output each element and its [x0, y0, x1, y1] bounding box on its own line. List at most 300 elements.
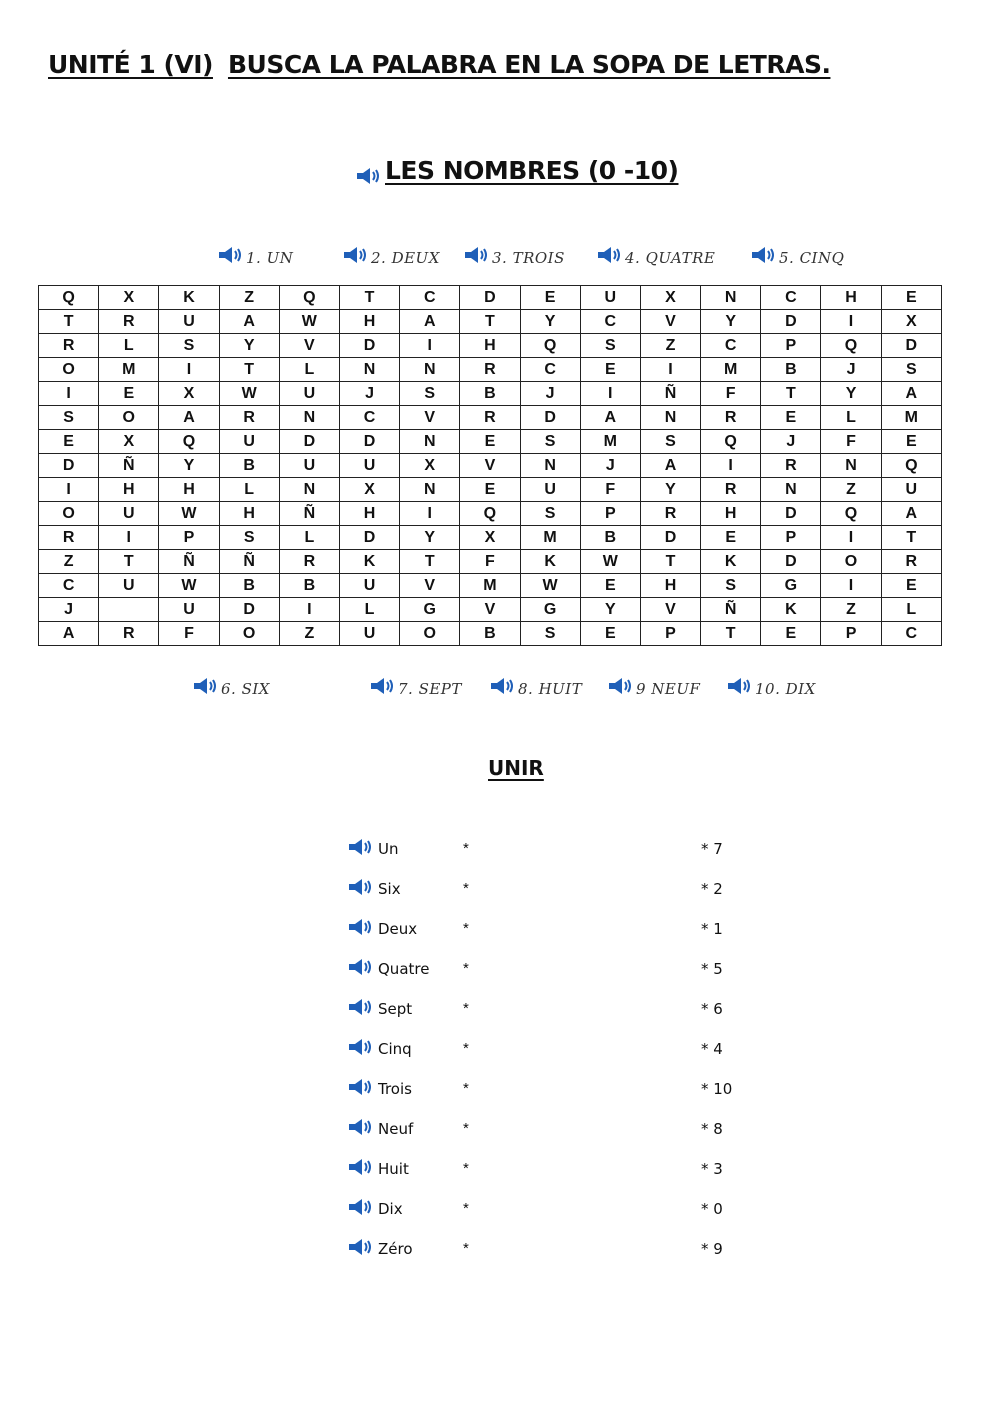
grid-cell[interactable]: R	[279, 550, 339, 574]
grid-cell[interactable]: P	[821, 622, 881, 646]
match-word-label: Sept	[378, 1000, 413, 1018]
grid-cell[interactable]: R	[460, 406, 520, 430]
grid-cell[interactable]: A	[881, 502, 941, 526]
grid-cell[interactable]: X	[99, 430, 159, 454]
grid-cell[interactable]: I	[159, 358, 219, 382]
grid-cell[interactable]: C	[881, 622, 941, 646]
speaker-icon[interactable]	[490, 677, 516, 695]
grid-cell[interactable]: U	[339, 622, 399, 646]
grid-cell[interactable]: Y	[580, 598, 640, 622]
grid-cell[interactable]: H	[159, 478, 219, 502]
grid-cell[interactable]: U	[339, 454, 399, 478]
grid-cell[interactable]: R	[881, 550, 941, 574]
grid-cell[interactable]: D	[761, 550, 821, 574]
grid-cell[interactable]: E	[460, 430, 520, 454]
grid-cell[interactable]: W	[279, 310, 339, 334]
match-word[interactable]	[348, 1156, 409, 1178]
audio-word-2[interactable]	[343, 243, 440, 267]
grid-row	[39, 358, 942, 382]
match-word[interactable]	[348, 1076, 412, 1098]
speaker-icon[interactable]	[348, 918, 374, 936]
grid-cell[interactable]: Q	[821, 334, 881, 358]
speaker-icon[interactable]	[608, 677, 634, 695]
grid-cell[interactable]: I	[279, 598, 339, 622]
grid-cell[interactable]: J	[39, 598, 99, 622]
grid-cell[interactable]: X	[400, 454, 460, 478]
grid-cell[interactable]	[99, 598, 159, 622]
grid-cell[interactable]: P	[761, 526, 821, 550]
grid-cell[interactable]: N	[640, 406, 700, 430]
grid-cell[interactable]: E	[761, 622, 821, 646]
grid-cell[interactable]: F	[701, 382, 761, 406]
grid-cell[interactable]: N	[520, 454, 580, 478]
grid-cell[interactable]: B	[580, 526, 640, 550]
grid-cell[interactable]: F	[580, 478, 640, 502]
match-left-dot[interactable]: *	[463, 840, 469, 857]
grid-cell[interactable]: I	[39, 478, 99, 502]
grid-cell[interactable]: I	[39, 382, 99, 406]
grid-cell[interactable]: N	[279, 478, 339, 502]
grid-cell[interactable]: P	[640, 622, 700, 646]
grid-cell[interactable]: N	[400, 430, 460, 454]
audio-word-5[interactable]	[751, 243, 844, 267]
grid-cell[interactable]: X	[339, 478, 399, 502]
match-word[interactable]	[348, 916, 417, 938]
grid-cell[interactable]: R	[640, 502, 700, 526]
grid-cell[interactable]: H	[99, 478, 159, 502]
grid-cell[interactable]: X	[460, 526, 520, 550]
grid-cell[interactable]: I	[99, 526, 159, 550]
match-word[interactable]	[348, 876, 401, 898]
grid-cell[interactable]: Ñ	[279, 502, 339, 526]
grid-cell[interactable]: M	[520, 526, 580, 550]
grid-cell[interactable]: K	[761, 598, 821, 622]
grid-cell[interactable]: Ñ	[640, 382, 700, 406]
match-word[interactable]	[348, 836, 399, 858]
grid-cell[interactable]: K	[701, 550, 761, 574]
match-row	[348, 916, 768, 940]
grid-cell[interactable]: G	[761, 574, 821, 598]
grid-cell[interactable]: A	[580, 406, 640, 430]
speaker-icon[interactable]	[348, 1078, 374, 1096]
grid-cell[interactable]: J	[761, 430, 821, 454]
grid-cell[interactable]: L	[99, 334, 159, 358]
audio-word-10[interactable]	[727, 674, 816, 698]
grid-cell[interactable]: Y	[159, 454, 219, 478]
match-left-dot[interactable]: *	[463, 1160, 469, 1177]
grid-cell[interactable]: C	[39, 574, 99, 598]
grid-cell[interactable]: A	[159, 406, 219, 430]
grid-cell[interactable]: R	[761, 454, 821, 478]
grid-cell[interactable]: Z	[39, 550, 99, 574]
grid-cell[interactable]: A	[39, 622, 99, 646]
grid-cell[interactable]: M	[701, 358, 761, 382]
grid-cell[interactable]: H	[701, 502, 761, 526]
speaker-icon[interactable]	[348, 1198, 374, 1216]
match-left-dot[interactable]: *	[463, 1200, 469, 1217]
match-row	[348, 1076, 768, 1100]
speaker-icon[interactable]	[751, 246, 777, 264]
audio-word-6[interactable]	[193, 674, 270, 698]
grid-cell[interactable]: U	[279, 454, 339, 478]
grid-cell[interactable]: W	[159, 574, 219, 598]
grid-cell[interactable]: J	[580, 454, 640, 478]
match-word[interactable]	[348, 1036, 412, 1058]
speaker-icon[interactable]	[348, 1238, 374, 1256]
grid-cell[interactable]: N	[761, 478, 821, 502]
grid-cell[interactable]: S	[219, 526, 279, 550]
speaker-icon[interactable]	[218, 246, 244, 264]
match-word[interactable]	[348, 956, 429, 978]
grid-cell[interactable]: I	[821, 310, 881, 334]
grid-cell[interactable]: Ñ	[701, 598, 761, 622]
grid-cell[interactable]: E	[580, 574, 640, 598]
grid-cell[interactable]: U	[99, 574, 159, 598]
grid-cell[interactable]: Ñ	[99, 454, 159, 478]
match-left-dot[interactable]: *	[463, 1080, 469, 1097]
grid-cell[interactable]: B	[460, 382, 520, 406]
grid-cell[interactable]: Z	[821, 598, 881, 622]
grid-cell[interactable]: Q	[520, 334, 580, 358]
audio-word-7[interactable]	[370, 674, 462, 698]
grid-cell[interactable]: E	[701, 526, 761, 550]
grid-cell[interactable]: A	[881, 382, 941, 406]
grid-cell[interactable]: R	[460, 358, 520, 382]
match-left-dot[interactable]: *	[463, 1040, 469, 1057]
grid-cell[interactable]: Q	[821, 502, 881, 526]
grid-cell[interactable]: H	[219, 502, 279, 526]
grid-cell[interactable]: C	[400, 286, 460, 310]
grid-cell[interactable]: D	[219, 598, 279, 622]
grid-cell[interactable]: T	[219, 358, 279, 382]
grid-cell[interactable]: N	[279, 406, 339, 430]
grid-cell[interactable]: L	[339, 598, 399, 622]
grid-cell[interactable]: P	[159, 526, 219, 550]
grid-cell[interactable]: Ñ	[159, 550, 219, 574]
grid-cell[interactable]: I	[580, 382, 640, 406]
grid-cell[interactable]: U	[159, 310, 219, 334]
grid-cell[interactable]: E	[580, 622, 640, 646]
grid-cell[interactable]: L	[821, 406, 881, 430]
audio-word-8[interactable]	[490, 674, 582, 698]
grid-cell[interactable]: V	[460, 454, 520, 478]
grid-cell[interactable]: Q	[701, 430, 761, 454]
grid-cell[interactable]: W	[159, 502, 219, 526]
grid-cell[interactable]: G	[520, 598, 580, 622]
audio-word-label: 6. SIX	[221, 680, 270, 698]
grid-cell[interactable]: Y	[520, 310, 580, 334]
grid-cell[interactable]: Y	[400, 526, 460, 550]
grid-cell[interactable]: S	[520, 430, 580, 454]
grid-cell[interactable]: A	[219, 310, 279, 334]
grid-cell[interactable]: C	[761, 286, 821, 310]
grid-cell[interactable]: Y	[701, 310, 761, 334]
speaker-icon[interactable]	[348, 838, 374, 856]
grid-cell[interactable]: Q	[279, 286, 339, 310]
grid-cell[interactable]: A	[400, 310, 460, 334]
grid-cell[interactable]: B	[219, 454, 279, 478]
speaker-icon[interactable]	[464, 246, 490, 264]
grid-cell[interactable]: J	[339, 382, 399, 406]
grid-cell[interactable]: Z	[219, 286, 279, 310]
grid-cell[interactable]: V	[400, 406, 460, 430]
match-word[interactable]	[348, 1116, 413, 1138]
grid-cell[interactable]: K	[339, 550, 399, 574]
grid-cell[interactable]: Y	[640, 478, 700, 502]
grid-cell[interactable]: P	[580, 502, 640, 526]
speaker-icon[interactable]	[343, 246, 369, 264]
grid-cell[interactable]: F	[159, 622, 219, 646]
grid-cell[interactable]: I	[821, 574, 881, 598]
grid-cell[interactable]: O	[400, 622, 460, 646]
grid-cell[interactable]: T	[761, 382, 821, 406]
speaker-icon[interactable]	[348, 878, 374, 896]
match-number[interactable]: * 0	[701, 1200, 723, 1218]
grid-cell[interactable]: W	[520, 574, 580, 598]
match-word[interactable]	[348, 996, 412, 1018]
audio-word-4[interactable]	[597, 243, 715, 267]
audio-word-3[interactable]	[464, 243, 565, 267]
grid-cell[interactable]: R	[219, 406, 279, 430]
grid-cell[interactable]: S	[159, 334, 219, 358]
grid-cell[interactable]: N	[339, 358, 399, 382]
grid-cell[interactable]: D	[520, 406, 580, 430]
grid-cell[interactable]: Y	[219, 334, 279, 358]
grid-cell[interactable]: L	[219, 478, 279, 502]
match-left-dot[interactable]: *	[463, 1240, 469, 1257]
speaker-icon[interactable]	[727, 677, 753, 695]
match-left-dot[interactable]: *	[463, 960, 469, 977]
match-number[interactable]: * 6	[701, 1000, 723, 1018]
match-word[interactable]	[348, 1196, 403, 1218]
grid-cell[interactable]: M	[460, 574, 520, 598]
grid-cell[interactable]: N	[400, 478, 460, 502]
speaker-icon[interactable]	[348, 998, 374, 1016]
grid-cell[interactable]: L	[881, 598, 941, 622]
grid-cell[interactable]: V	[460, 598, 520, 622]
grid-cell[interactable]: T	[339, 286, 399, 310]
grid-cell[interactable]: D	[640, 526, 700, 550]
match-number[interactable]: * 5	[701, 960, 723, 978]
grid-cell[interactable]: K	[159, 286, 219, 310]
grid-cell[interactable]: V	[279, 334, 339, 358]
grid-cell[interactable]: E	[99, 382, 159, 406]
grid-cell[interactable]: C	[520, 358, 580, 382]
grid-cell[interactable]: S	[881, 358, 941, 382]
grid-cell[interactable]: T	[640, 550, 700, 574]
grid-cell[interactable]: J	[821, 358, 881, 382]
grid-cell[interactable]: X	[159, 382, 219, 406]
grid-cell[interactable]: O	[39, 358, 99, 382]
grid-cell[interactable]: E	[520, 286, 580, 310]
grid-cell[interactable]: R	[39, 526, 99, 550]
grid-cell[interactable]: L	[279, 358, 339, 382]
grid-cell[interactable]: H	[339, 310, 399, 334]
speaker-icon[interactable]	[348, 958, 374, 976]
audio-word-1[interactable]	[218, 243, 293, 267]
grid-cell[interactable]: D	[339, 334, 399, 358]
grid-cell[interactable]: W	[580, 550, 640, 574]
match-word[interactable]	[348, 1236, 413, 1258]
grid-cell[interactable]: T	[460, 310, 520, 334]
grid-cell[interactable]: S	[39, 406, 99, 430]
grid-cell[interactable]: X	[881, 310, 941, 334]
grid-cell[interactable]: D	[339, 526, 399, 550]
grid-cell[interactable]: D	[761, 502, 821, 526]
grid-cell[interactable]: S	[701, 574, 761, 598]
grid-cell[interactable]: O	[821, 550, 881, 574]
grid-row	[39, 406, 942, 430]
grid-cell[interactable]: D	[339, 430, 399, 454]
match-left-dot[interactable]: *	[463, 920, 469, 937]
grid-cell[interactable]: R	[99, 310, 159, 334]
grid-cell[interactable]: E	[881, 286, 941, 310]
grid-row	[39, 526, 942, 550]
grid-cell[interactable]: B	[761, 358, 821, 382]
audio-word-9[interactable]	[608, 674, 700, 698]
grid-cell[interactable]: V	[640, 598, 700, 622]
grid-cell[interactable]: S	[580, 334, 640, 358]
grid-cell[interactable]: D	[39, 454, 99, 478]
grid-cell[interactable]: O	[219, 622, 279, 646]
grid-cell[interactable]: T	[400, 550, 460, 574]
grid-cell[interactable]: A	[640, 454, 700, 478]
grid-cell[interactable]: I	[640, 358, 700, 382]
grid-cell[interactable]: Ñ	[219, 550, 279, 574]
grid-cell[interactable]: F	[460, 550, 520, 574]
grid-cell[interactable]: T	[701, 622, 761, 646]
grid-cell[interactable]: U	[520, 478, 580, 502]
grid-cell[interactable]: C	[580, 310, 640, 334]
grid-cell[interactable]: U	[219, 430, 279, 454]
grid-cell[interactable]: B	[219, 574, 279, 598]
grid-cell[interactable]: F	[821, 430, 881, 454]
grid-cell[interactable]: X	[99, 286, 159, 310]
speaker-icon[interactable]	[348, 1038, 374, 1056]
grid-cell[interactable]: U	[279, 382, 339, 406]
grid-cell[interactable]: P	[761, 334, 821, 358]
grid-cell[interactable]: T	[39, 310, 99, 334]
grid-cell[interactable]: T	[881, 526, 941, 550]
grid-cell[interactable]: U	[339, 574, 399, 598]
grid-cell[interactable]: S	[520, 502, 580, 526]
match-number[interactable]: * 2	[701, 880, 723, 898]
grid-cell[interactable]: X	[640, 286, 700, 310]
grid-cell[interactable]: Q	[159, 430, 219, 454]
grid-cell[interactable]: I	[701, 454, 761, 478]
match-number[interactable]: * 9	[701, 1240, 723, 1258]
grid-cell[interactable]: E	[761, 406, 821, 430]
grid-cell[interactable]: D	[460, 286, 520, 310]
speaker-icon[interactable]	[356, 162, 382, 180]
speaker-icon[interactable]	[348, 1158, 374, 1176]
grid-cell[interactable]: I	[821, 526, 881, 550]
speaker-icon[interactable]	[348, 1118, 374, 1136]
grid-cell[interactable]: E	[39, 430, 99, 454]
grid-cell[interactable]: L	[279, 526, 339, 550]
match-number[interactable]: * 8	[701, 1120, 723, 1138]
grid-cell[interactable]: N	[821, 454, 881, 478]
grid-cell[interactable]: M	[881, 406, 941, 430]
grid-cell[interactable]: K	[520, 550, 580, 574]
grid-cell[interactable]: O	[99, 406, 159, 430]
grid-cell[interactable]: R	[39, 334, 99, 358]
grid-cell[interactable]: H	[339, 502, 399, 526]
match-number[interactable]: * 10	[701, 1080, 733, 1098]
speaker-icon[interactable]	[370, 677, 396, 695]
grid-cell[interactable]: Z	[640, 334, 700, 358]
grid-cell[interactable]: Q	[460, 502, 520, 526]
speaker-icon[interactable]	[597, 246, 623, 264]
match-number[interactable]: * 1	[701, 920, 723, 938]
grid-cell[interactable]: O	[39, 502, 99, 526]
grid-cell[interactable]: I	[400, 502, 460, 526]
match-row	[348, 1036, 768, 1060]
grid-cell[interactable]: D	[881, 334, 941, 358]
grid-cell[interactable]: D	[279, 430, 339, 454]
grid-cell[interactable]: T	[99, 550, 159, 574]
grid-cell[interactable]: S	[640, 430, 700, 454]
grid-cell[interactable]: J	[520, 382, 580, 406]
grid-cell[interactable]: M	[99, 358, 159, 382]
grid-cell[interactable]: Y	[821, 382, 881, 406]
grid-cell[interactable]: U	[881, 478, 941, 502]
audio-word-label: 2. DEUX	[371, 249, 440, 267]
grid-cell[interactable]: V	[640, 310, 700, 334]
grid-cell[interactable]: Q	[39, 286, 99, 310]
match-left-dot[interactable]: *	[463, 1120, 469, 1137]
match-number[interactable]: * 3	[701, 1160, 723, 1178]
grid-cell[interactable]: S	[520, 622, 580, 646]
grid-cell[interactable]: C	[701, 334, 761, 358]
grid-cell[interactable]: E	[460, 478, 520, 502]
grid-cell[interactable]: H	[460, 334, 520, 358]
grid-row	[39, 598, 942, 622]
grid-cell[interactable]: H	[640, 574, 700, 598]
grid-cell[interactable]: G	[400, 598, 460, 622]
grid-cell[interactable]: U	[159, 598, 219, 622]
match-number[interactable]: * 4	[701, 1040, 723, 1058]
grid-cell[interactable]: D	[761, 310, 821, 334]
match-left-dot[interactable]: *	[463, 1000, 469, 1017]
grid-cell[interactable]: R	[701, 406, 761, 430]
grid-cell[interactable]: U	[580, 286, 640, 310]
match-left-dot[interactable]: *	[463, 880, 469, 897]
grid-cell[interactable]: H	[821, 286, 881, 310]
grid-cell[interactable]: Z	[821, 478, 881, 502]
grid-cell[interactable]: N	[400, 358, 460, 382]
grid-cell[interactable]: Q	[881, 454, 941, 478]
grid-cell[interactable]: E	[881, 430, 941, 454]
grid-cell[interactable]: R	[99, 622, 159, 646]
grid-cell[interactable]: M	[580, 430, 640, 454]
grid-cell[interactable]: V	[400, 574, 460, 598]
grid-cell[interactable]: E	[580, 358, 640, 382]
grid-cell[interactable]: W	[219, 382, 279, 406]
grid-cell[interactable]: S	[400, 382, 460, 406]
grid-cell[interactable]: E	[881, 574, 941, 598]
match-number[interactable]: * 7	[701, 840, 723, 858]
grid-cell[interactable]: B	[279, 574, 339, 598]
speaker-icon[interactable]	[193, 677, 219, 695]
grid-cell[interactable]: U	[99, 502, 159, 526]
grid-cell[interactable]: Z	[279, 622, 339, 646]
grid-cell[interactable]: R	[701, 478, 761, 502]
grid-cell[interactable]: I	[400, 334, 460, 358]
grid-cell[interactable]: C	[339, 406, 399, 430]
grid-cell[interactable]: B	[460, 622, 520, 646]
grid-cell[interactable]: N	[701, 286, 761, 310]
